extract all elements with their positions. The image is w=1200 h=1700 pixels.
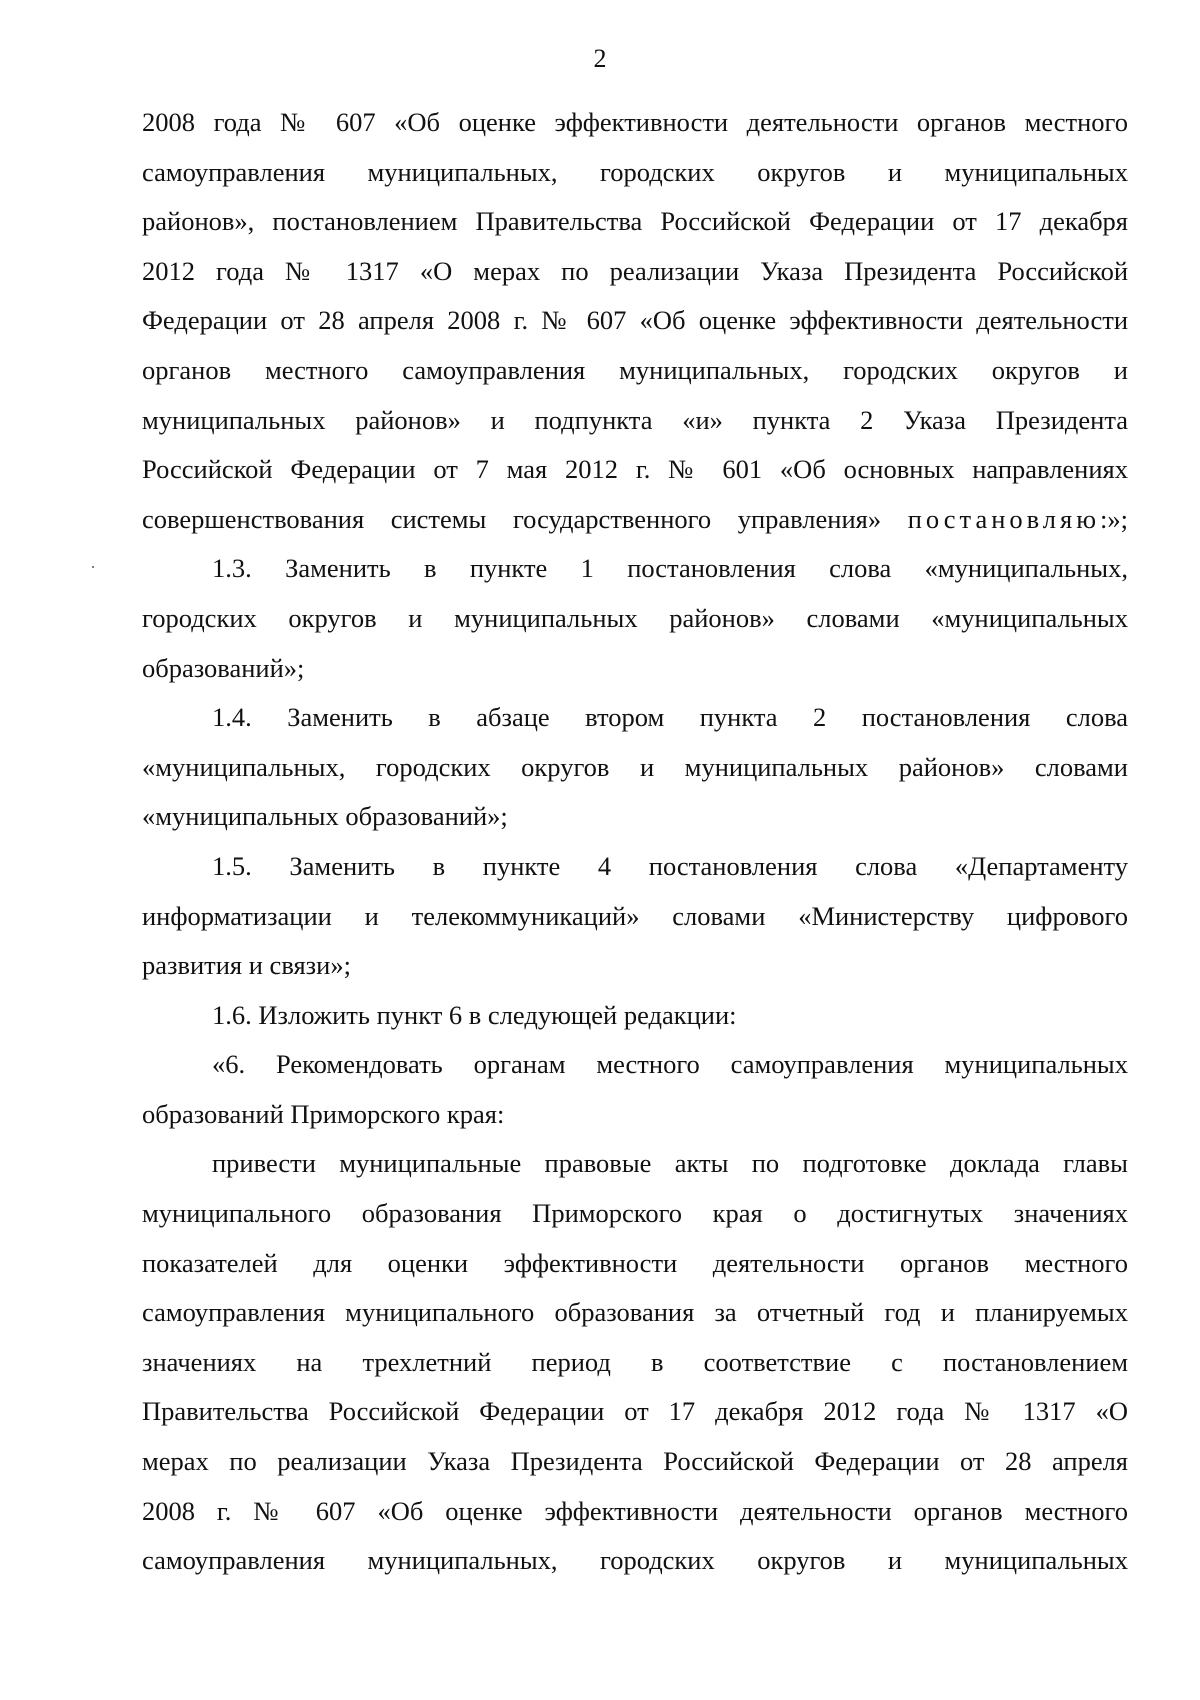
text-line <box>142 98 1128 148</box>
text-line <box>142 1387 1128 1437</box>
text-line <box>142 495 1128 545</box>
text-line <box>142 1288 1128 1338</box>
text-line-content: «муниципальных образований»; <box>142 801 508 832</box>
text-line <box>142 1338 1128 1388</box>
text-line <box>142 1139 1128 1189</box>
text-line <box>142 792 1128 842</box>
scan-speck <box>92 566 94 568</box>
text-line-content: «6. Рекомендовать органам местного самоуправления муниципальных <box>212 1049 1128 1080</box>
text-line <box>142 1189 1128 1239</box>
text-line-content: образований»; <box>142 652 305 683</box>
text-line-content: городских округов и муниципальных районов» словами «муниципальных <box>142 602 1128 633</box>
text-line <box>142 1437 1128 1487</box>
text-line-content: значениях на трехлетний период в соответствие с постановлением <box>142 1346 1128 1377</box>
text-line-content: районов», постановлением Правительства Российской Федерации от 17 декабря <box>142 206 1128 237</box>
text-line <box>142 396 1128 446</box>
text-line-content: 1.5. Заменить в пункте 4 постановления слова «Департаменту <box>212 850 1128 881</box>
text-line-content: образований Приморского края: <box>142 1098 505 1129</box>
text-line <box>142 1536 1128 1586</box>
text-line-content: самоуправления муниципальных, городских округов и муниципальных <box>142 156 1128 187</box>
text-line <box>142 1239 1128 1289</box>
text-line-tail: :»; <box>1100 503 1128 534</box>
text-line <box>142 346 1128 396</box>
text-line <box>142 197 1128 247</box>
text-line-content: совершенствования системы государственного управления» <box>142 503 908 534</box>
text-line-content: 2012 года № 1317 «О мерах по реализации Указа Президента Российской <box>142 255 1128 286</box>
text-line <box>142 842 1128 892</box>
text-line-content: Российской Федерации от 7 мая 2012 г. № 601 «Об основных направлениях <box>142 454 1128 485</box>
text-line-content: Правительства Российской Федерации от 17 декабря 2012 года № 1317 «О <box>142 1396 1128 1427</box>
text-line-content: мерах по реализации Указа Президента Российской Федерации от 28 апреля <box>142 1446 1128 1477</box>
page-number: 2 <box>593 44 607 73</box>
text-line <box>142 693 1128 743</box>
text-line-content: органов местного самоуправления муниципальных, городских округов и <box>142 354 1128 385</box>
text-line-content: 1.6. Изложить пункт 6 в следующей редакции: <box>212 999 737 1030</box>
text-line-content: привести муниципальные правовые акты по подготовке доклада главы <box>212 1148 1128 1179</box>
body-text <box>142 98 1128 1586</box>
text-line-content: самоуправления муниципальных, городских округов и муниципальных <box>142 1545 1128 1576</box>
text-line <box>142 1040 1128 1090</box>
text-line-content: 2008 г. № 607 «Об оценке эффективности деятельности органов местного <box>142 1495 1128 1526</box>
text-line-content: Федерации от 28 апреля 2008 г. № 607 «Об оценке эффективности деятельности <box>142 305 1128 336</box>
text-line-content: развития и связи»; <box>142 950 351 981</box>
text-line-content: информатизации и телекоммуникаций» словами «Министерству цифрового <box>142 900 1128 931</box>
text-line <box>142 544 1128 594</box>
text-line <box>142 296 1128 346</box>
text-line-content: «муниципальных, городских округов и муниципальных районов» словами <box>142 751 1128 782</box>
text-line <box>142 743 1128 793</box>
text-line <box>142 445 1128 495</box>
text-line <box>142 247 1128 297</box>
spaced-word: постановляю <box>907 503 1101 534</box>
text-line <box>142 1090 1128 1140</box>
text-line <box>142 991 1128 1041</box>
text-line-content: 1.3. Заменить в пункте 1 постановления слова «муниципальных, <box>212 553 1128 584</box>
text-line <box>142 148 1128 198</box>
text-line-content: муниципального образования Приморского края о достигнутых значениях <box>142 1198 1128 1229</box>
text-line <box>142 892 1128 942</box>
text-line <box>142 1487 1128 1537</box>
text-line-content: муниципальных районов» и подпункта «и» пункта 2 Указа Президента <box>142 404 1128 435</box>
text-line <box>142 644 1128 694</box>
text-line <box>142 941 1128 991</box>
text-line-content: самоуправления муниципального образования за отчетный год и планируемых <box>142 1297 1128 1328</box>
text-line <box>142 594 1128 644</box>
text-line-content: 1.4. Заменить в абзаце втором пункта 2 постановления слова <box>212 702 1128 733</box>
text-line-content: показателей для оценки эффективности деятельности органов местного <box>142 1247 1128 1278</box>
text-line-content: 2008 года № 607 «Об оценке эффективности деятельности органов местного <box>142 107 1128 137</box>
